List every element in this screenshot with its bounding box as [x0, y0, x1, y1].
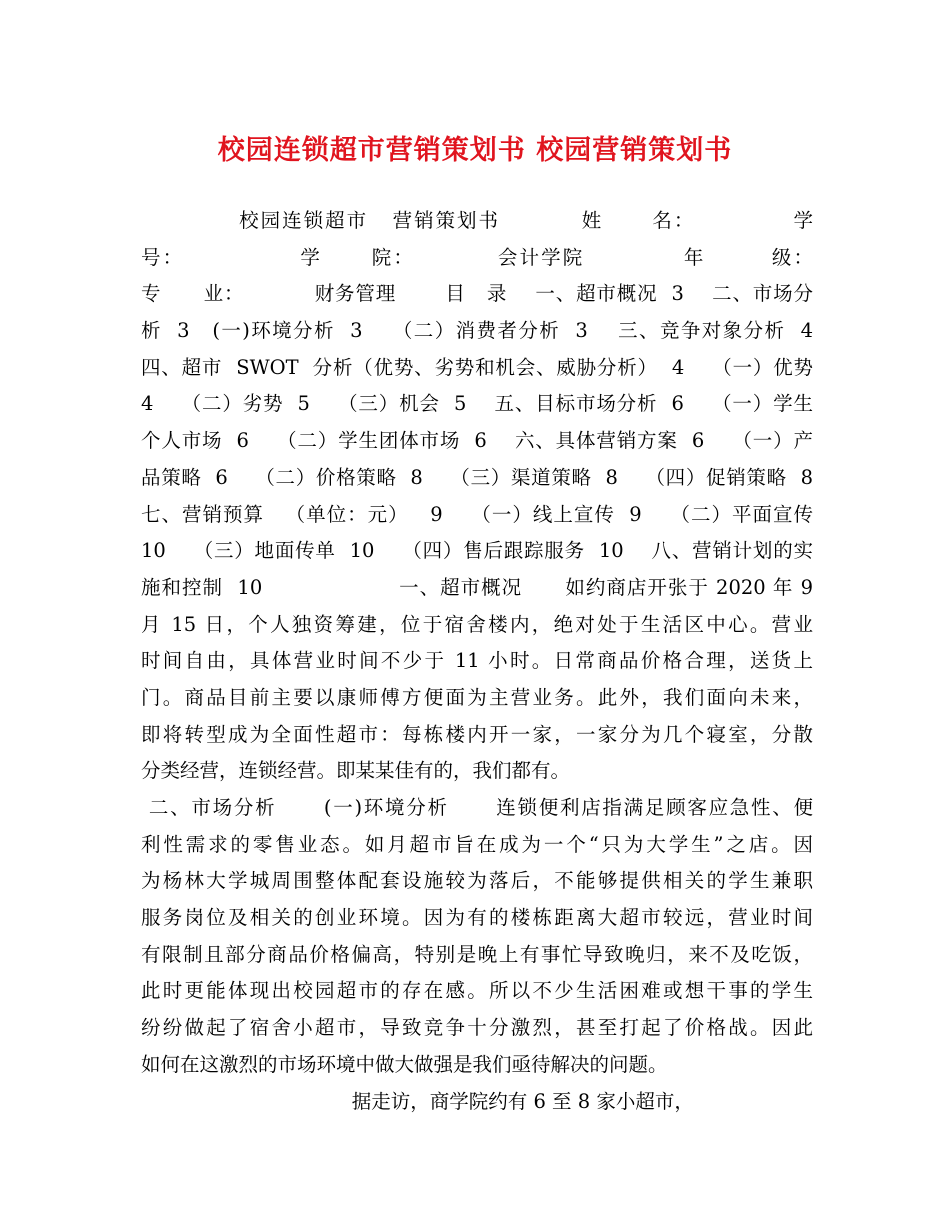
body-line: 此时更能体现出校园超市的存在感。所以不少生活困难或想干事的学生	[141, 979, 813, 1003]
body-line: 有限制且部分商品价格偏高，特别是晚上有事忙导致晚归，来不及吃饭，	[141, 942, 813, 966]
body-line: 服务岗位及相关的创业环境。因为有的楼栋距离大超市较远，营业时间	[141, 906, 813, 930]
body-line: 月 15 日，个人独资筹建，位于宿舍楼内，绝对处于生活区中心。营业	[141, 612, 813, 636]
body-line: 纷纷做起了宿舍小超市，导致竞争十分激烈，甚至打起了价格战。因此	[141, 1016, 813, 1040]
body-line: 分类经营，连锁经营。即某某佳有的，我们都有。	[141, 759, 571, 783]
body-line: 专 业： 财务管理 目 录 一、超市概况 3 二、市场分	[141, 282, 813, 306]
document-title: 校园连锁超市营销策划书 校园营销策划书	[217, 135, 733, 166]
body-line: 即将转型成为全面性超市：每栋楼内开一家，一家分为几个寝室，分散	[141, 722, 813, 746]
body-line: 如何在这激烈的市场环境中做大做强是我们亟待解决的问题。	[141, 1052, 668, 1076]
body-line: 为杨林大学城周围整体配套设施较为落后，不能够提供相关的学生兼职	[141, 869, 813, 893]
body-line: 施和控制 10 一、超市概况 如约商店开张于 2020 年 9	[141, 575, 813, 599]
body-line: 七、营销预算 （单位：元） 9 （一）线上宣传 9 （二）平面宣传	[141, 502, 813, 526]
body-line: 个人市场 6 （二）学生团体市场 6 六、具体营销方案 6 （一）产	[141, 429, 813, 453]
body-line: 时间自由，具体营业时间不少于 11 小时。日常商品价格合理，送货上	[141, 649, 813, 673]
body-line: 4 （二）劣势 5 （三）机会 5 五、目标市场分析 6 （一）学生	[141, 392, 813, 416]
body-line: 四、超市 SWOT 分析（优势、劣势和机会、威胁分析） 4 （一）优势	[141, 355, 813, 379]
body-line: 10 （三）地面传单 10 （四）售后跟踪服务 10 八、营销计划的实	[141, 539, 813, 563]
body-line: 利性需求的零售业态。如月超市旨在成为一个“只为大学生”之店。因	[141, 832, 813, 856]
body-line: 析 3 (一)环境分析 3 （二）消费者分析 3 三、竞争对象分析 4	[141, 319, 813, 343]
body-line: 据走访，商学院约有 6 至 8 家小超市，	[141, 1089, 694, 1113]
document-body	[141, 203, 813, 1120]
body-line: 品策略 6 （二）价格策略 8 （三）渠道策略 8 （四）促销策略 8	[141, 465, 813, 489]
body-line: 门。商品目前主要以康师傅方便面为主营业务。此外，我们面向未来，	[141, 685, 813, 709]
body-line: 号： 学 院： 会计学院 年 级：	[141, 245, 813, 269]
body-line: 二、市场分析 (一)环境分析 连锁便利店指满足顾客应急性、便	[141, 796, 813, 819]
body-line: 校园连锁超市 营销策划书 姓 名： 学	[141, 209, 813, 232]
